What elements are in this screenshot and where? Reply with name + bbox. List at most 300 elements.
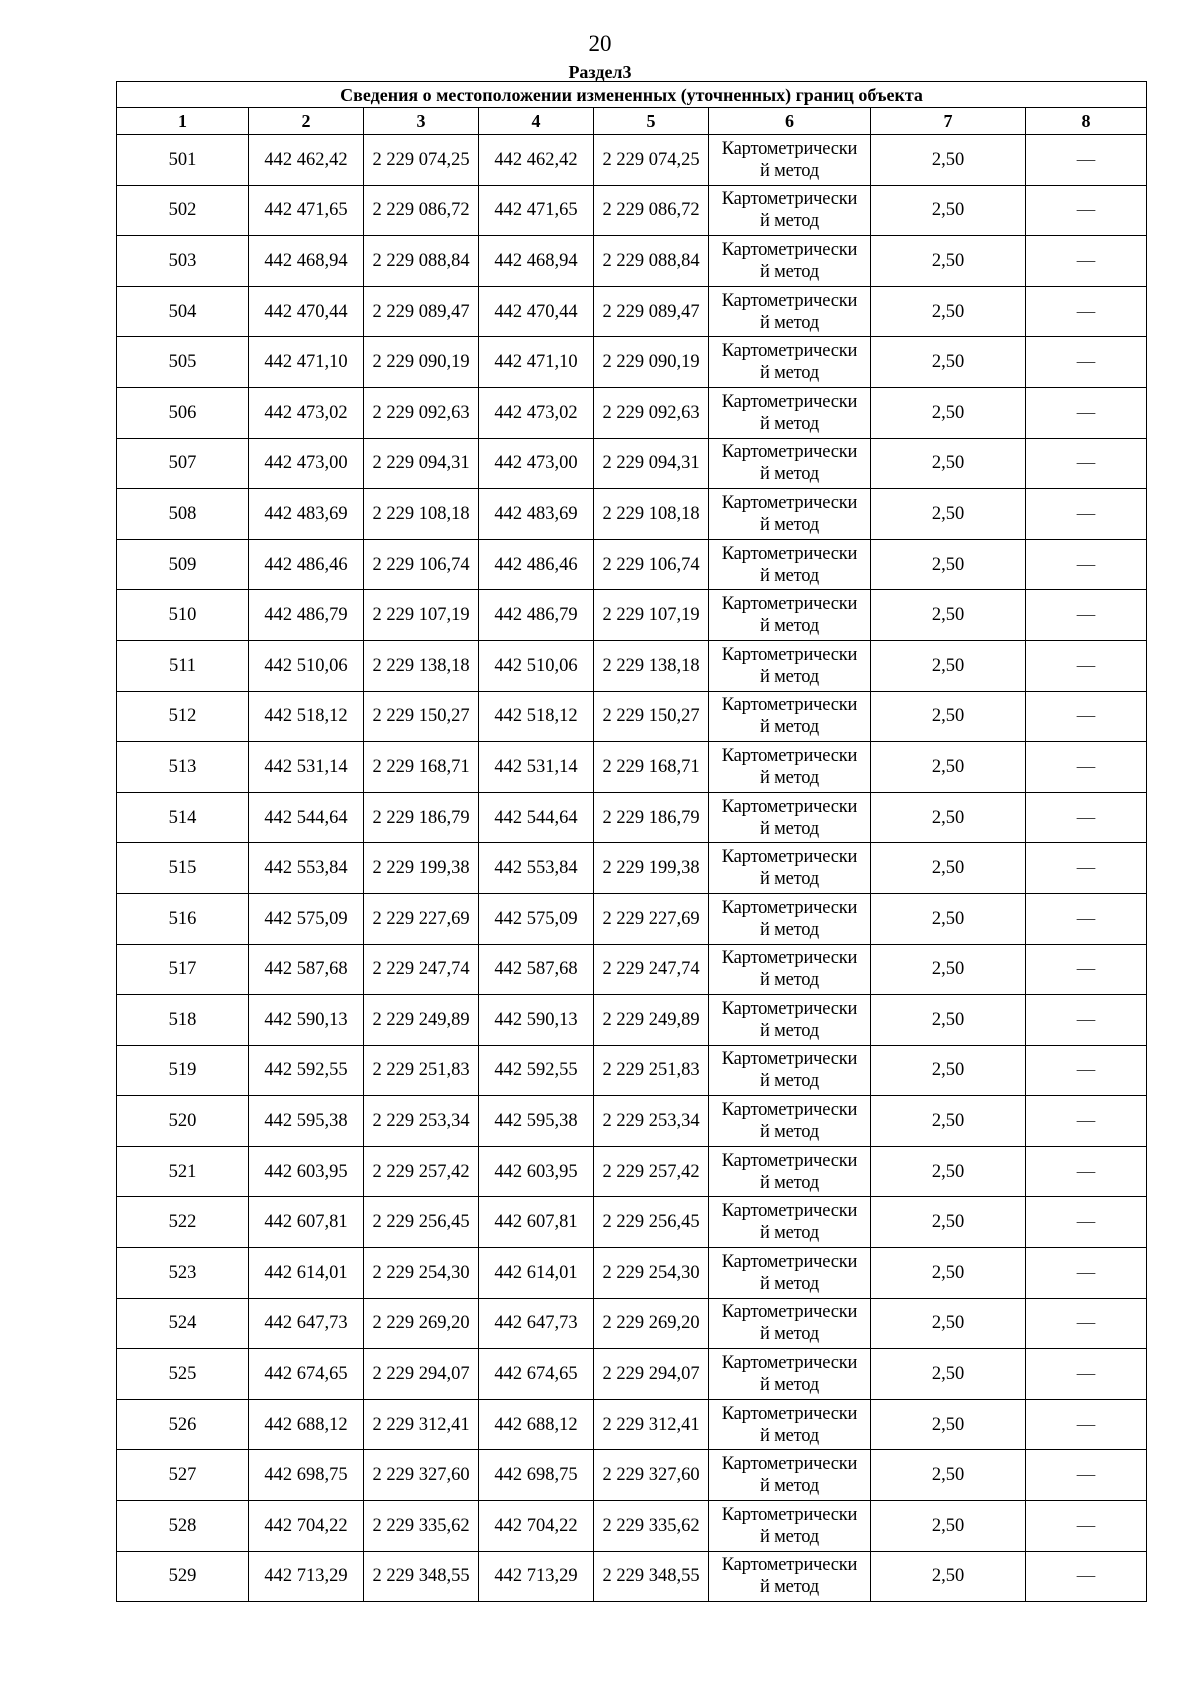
x-existing-cell: 442 614,01 [249, 1248, 364, 1299]
x-existing-cell: 442 486,79 [249, 590, 364, 641]
y-refined-cell: 2 229 150,27 [594, 691, 709, 742]
method-text: й метод [759, 616, 819, 637]
table-row [117, 135, 1147, 186]
y-refined-cell: 2 229 254,30 [594, 1248, 709, 1299]
x-existing-cell: 442 688,12 [249, 1399, 364, 1450]
accuracy-cell: 2,50 [871, 539, 1026, 590]
method-cell [709, 792, 871, 843]
x-existing-cell: 442 553,84 [249, 843, 364, 894]
method-text: Картометрически [721, 1454, 858, 1475]
column-number-4: 4 [479, 108, 594, 135]
method-cell [709, 1450, 871, 1501]
method-text: й метод [759, 1526, 819, 1547]
point-number-cell: 516 [117, 893, 249, 944]
method-text: й метод [759, 1425, 819, 1446]
point-number-cell: 524 [117, 1298, 249, 1349]
description-cell: — [1026, 438, 1147, 489]
y-refined-cell: 2 229 269,20 [594, 1298, 709, 1349]
method-text: й метод [759, 1375, 819, 1396]
method-text: й метод [759, 312, 819, 333]
method-text: Картометрически [721, 341, 858, 362]
column-number-8: 8 [1026, 108, 1147, 135]
y-refined-cell: 2 229 253,34 [594, 1096, 709, 1147]
accuracy-cell: 2,50 [871, 995, 1026, 1046]
table-row [117, 742, 1147, 793]
y-refined-cell: 2 229 348,55 [594, 1551, 709, 1602]
method-text: й метод [759, 413, 819, 434]
method-text: й метод [759, 1071, 819, 1092]
y-existing-cell: 2 229 257,42 [364, 1146, 479, 1197]
method-text: Картометрически [721, 492, 858, 513]
point-number-cell: 509 [117, 539, 249, 590]
x-existing-cell: 442 592,55 [249, 1045, 364, 1096]
column-number-7: 7 [871, 108, 1026, 135]
x-existing-cell: 442 510,06 [249, 640, 364, 691]
method-cell [709, 387, 871, 438]
x-existing-cell: 442 473,00 [249, 438, 364, 489]
description-cell: — [1026, 1045, 1147, 1096]
table-row [117, 1450, 1147, 1501]
description-cell: — [1026, 1146, 1147, 1197]
method-cell [709, 438, 871, 489]
x-refined-cell: 442 483,69 [479, 489, 594, 540]
method-text: й метод [759, 1172, 819, 1193]
method-text: й метод [759, 1020, 819, 1041]
method-text: й метод [759, 464, 819, 485]
x-refined-cell: 442 531,14 [479, 742, 594, 793]
point-number-cell: 501 [117, 135, 249, 186]
table-row [117, 337, 1147, 388]
x-existing-cell: 442 575,09 [249, 893, 364, 944]
method-cell [709, 1349, 871, 1400]
method-text: Картометрически [721, 239, 858, 260]
description-cell: — [1026, 1298, 1147, 1349]
point-number-cell: 517 [117, 944, 249, 995]
x-existing-cell: 442 647,73 [249, 1298, 364, 1349]
point-number-cell: 515 [117, 843, 249, 894]
accuracy-cell: 2,50 [871, 1501, 1026, 1552]
method-cell [709, 742, 871, 793]
point-number-cell: 511 [117, 640, 249, 691]
method-text: Картометрически [721, 1555, 858, 1576]
y-refined-cell: 2 229 074,25 [594, 135, 709, 186]
x-existing-cell: 442 468,94 [249, 236, 364, 287]
x-refined-cell: 442 713,29 [479, 1551, 594, 1602]
y-existing-cell: 2 229 335,62 [364, 1501, 479, 1552]
y-existing-cell: 2 229 106,74 [364, 539, 479, 590]
x-existing-cell: 442 471,10 [249, 337, 364, 388]
point-number-cell: 513 [117, 742, 249, 793]
table-row [117, 1298, 1147, 1349]
description-cell: — [1026, 843, 1147, 894]
point-number-cell: 508 [117, 489, 249, 540]
method-text: й метод [759, 767, 819, 788]
accuracy-cell: 2,50 [871, 691, 1026, 742]
y-refined-cell: 2 229 247,74 [594, 944, 709, 995]
x-refined-cell: 442 592,55 [479, 1045, 594, 1096]
x-refined-cell: 442 647,73 [479, 1298, 594, 1349]
point-number-cell: 520 [117, 1096, 249, 1147]
y-existing-cell: 2 229 254,30 [364, 1248, 479, 1299]
description-cell: — [1026, 387, 1147, 438]
method-cell [709, 1501, 871, 1552]
y-refined-cell: 2 229 092,63 [594, 387, 709, 438]
accuracy-cell: 2,50 [871, 1551, 1026, 1602]
y-refined-cell: 2 229 107,19 [594, 590, 709, 641]
x-existing-cell: 442 595,38 [249, 1096, 364, 1147]
method-cell [709, 1248, 871, 1299]
table-row [117, 185, 1147, 236]
x-existing-cell: 442 674,65 [249, 1349, 364, 1400]
method-text: й метод [759, 919, 819, 940]
method-cell [709, 843, 871, 894]
method-text: й метод [759, 818, 819, 839]
x-existing-cell: 442 587,68 [249, 944, 364, 995]
accuracy-cell: 2,50 [871, 1399, 1026, 1450]
table-row [117, 995, 1147, 1046]
method-cell [709, 1551, 871, 1602]
y-refined-cell: 2 229 138,18 [594, 640, 709, 691]
point-number-cell: 523 [117, 1248, 249, 1299]
x-existing-cell: 442 471,65 [249, 185, 364, 236]
y-refined-cell: 2 229 249,89 [594, 995, 709, 1046]
method-text: Картометрически [721, 1201, 858, 1222]
method-cell [709, 691, 871, 742]
description-cell: — [1026, 1450, 1147, 1501]
method-cell [709, 1298, 871, 1349]
point-number-cell: 504 [117, 286, 249, 337]
description-cell: — [1026, 1501, 1147, 1552]
accuracy-cell: 2,50 [871, 792, 1026, 843]
method-cell [709, 590, 871, 641]
y-refined-cell: 2 229 227,69 [594, 893, 709, 944]
x-refined-cell: 442 698,75 [479, 1450, 594, 1501]
table-row [117, 1045, 1147, 1096]
x-refined-cell: 442 595,38 [479, 1096, 594, 1147]
y-existing-cell: 2 229 249,89 [364, 995, 479, 1046]
x-refined-cell: 442 486,79 [479, 590, 594, 641]
table-row [117, 1096, 1147, 1147]
table-row [117, 236, 1147, 287]
accuracy-cell: 2,50 [871, 944, 1026, 995]
method-text: Картометрически [721, 1302, 858, 1323]
x-refined-cell: 442 473,00 [479, 438, 594, 489]
method-text: й метод [759, 565, 819, 586]
x-existing-cell: 442 607,81 [249, 1197, 364, 1248]
accuracy-cell: 2,50 [871, 1298, 1026, 1349]
point-number-cell: 505 [117, 337, 249, 388]
column-number-2: 2 [249, 108, 364, 135]
method-text: Картометрически [721, 948, 858, 969]
method-cell [709, 236, 871, 287]
y-existing-cell: 2 229 227,69 [364, 893, 479, 944]
x-refined-cell: 442 603,95 [479, 1146, 594, 1197]
point-number-cell: 510 [117, 590, 249, 641]
y-refined-cell: 2 229 086,72 [594, 185, 709, 236]
method-cell [709, 337, 871, 388]
x-refined-cell: 442 468,94 [479, 236, 594, 287]
method-text: й метод [759, 1324, 819, 1345]
x-existing-cell: 442 590,13 [249, 995, 364, 1046]
accuracy-cell: 2,50 [871, 236, 1026, 287]
method-text: Картометрически [721, 1403, 858, 1424]
point-number-cell: 514 [117, 792, 249, 843]
x-refined-cell: 442 486,46 [479, 539, 594, 590]
x-refined-cell: 442 473,02 [479, 387, 594, 438]
method-cell [709, 893, 871, 944]
x-refined-cell: 442 614,01 [479, 1248, 594, 1299]
x-refined-cell: 442 470,44 [479, 286, 594, 337]
method-text: Картометрически [721, 290, 858, 311]
x-existing-cell: 442 518,12 [249, 691, 364, 742]
table-row [117, 792, 1147, 843]
method-text: Картометрически [721, 1150, 858, 1171]
method-cell [709, 489, 871, 540]
point-number-cell: 503 [117, 236, 249, 287]
y-existing-cell: 2 229 107,19 [364, 590, 479, 641]
method-cell [709, 640, 871, 691]
method-text: Картометрически [721, 1100, 858, 1121]
description-cell: — [1026, 135, 1147, 186]
description-cell: — [1026, 185, 1147, 236]
method-text: й метод [759, 1476, 819, 1497]
y-existing-cell: 2 229 150,27 [364, 691, 479, 742]
accuracy-cell: 2,50 [871, 1450, 1026, 1501]
y-existing-cell: 2 229 088,84 [364, 236, 479, 287]
y-existing-cell: 2 229 199,38 [364, 843, 479, 894]
method-cell [709, 135, 871, 186]
method-text: Картометрически [721, 1504, 858, 1525]
description-cell: — [1026, 539, 1147, 590]
accuracy-cell: 2,50 [871, 135, 1026, 186]
description-cell: — [1026, 792, 1147, 843]
method-text: й метод [759, 666, 819, 687]
y-existing-cell: 2 229 269,20 [364, 1298, 479, 1349]
x-existing-cell: 442 603,95 [249, 1146, 364, 1197]
method-text: Картометрически [721, 1353, 858, 1374]
table-row [117, 590, 1147, 641]
method-text: й метод [759, 1577, 819, 1598]
description-cell: — [1026, 337, 1147, 388]
method-cell [709, 1096, 871, 1147]
y-existing-cell: 2 229 074,25 [364, 135, 479, 186]
table-row [117, 1197, 1147, 1248]
method-text: й метод [759, 261, 819, 282]
method-cell [709, 539, 871, 590]
y-refined-cell: 2 229 186,79 [594, 792, 709, 843]
table-title: Сведения о местоположении измененных (уточненных) границ объекта [117, 82, 1147, 108]
page-number: 20 [588, 31, 612, 56]
table-row [117, 438, 1147, 489]
method-text: Картометрически [721, 543, 858, 564]
x-refined-cell: 442 553,84 [479, 843, 594, 894]
y-refined-cell: 2 229 294,07 [594, 1349, 709, 1400]
y-refined-cell: 2 229 089,47 [594, 286, 709, 337]
column-number-5: 5 [594, 108, 709, 135]
point-number-cell: 502 [117, 185, 249, 236]
method-text: Картометрически [721, 391, 858, 412]
x-refined-cell: 442 510,06 [479, 640, 594, 691]
method-text: й метод [759, 1223, 819, 1244]
y-refined-cell: 2 229 094,31 [594, 438, 709, 489]
table-row [117, 286, 1147, 337]
method-text: Картометрически [721, 644, 858, 665]
description-cell: — [1026, 944, 1147, 995]
y-refined-cell: 2 229 335,62 [594, 1501, 709, 1552]
column-number-3: 3 [364, 108, 479, 135]
method-text: Картометрически [721, 442, 858, 463]
description-cell: — [1026, 691, 1147, 742]
method-text: Картометрически [721, 1251, 858, 1272]
point-number-cell: 526 [117, 1399, 249, 1450]
y-refined-cell: 2 229 312,41 [594, 1399, 709, 1450]
point-number-cell: 529 [117, 1551, 249, 1602]
method-text: Картометрически [721, 847, 858, 868]
y-existing-cell: 2 229 138,18 [364, 640, 479, 691]
method-text: й метод [759, 717, 819, 738]
accuracy-cell: 2,50 [871, 1248, 1026, 1299]
boundary-coordinates-table [116, 81, 1147, 1602]
description-cell: — [1026, 1551, 1147, 1602]
table-row [117, 1248, 1147, 1299]
x-refined-cell: 442 607,81 [479, 1197, 594, 1248]
accuracy-cell: 2,50 [871, 438, 1026, 489]
y-refined-cell: 2 229 327,60 [594, 1450, 709, 1501]
table-row [117, 893, 1147, 944]
x-refined-cell: 442 471,10 [479, 337, 594, 388]
x-existing-cell: 442 531,14 [249, 742, 364, 793]
x-refined-cell: 442 590,13 [479, 995, 594, 1046]
x-existing-cell: 442 486,46 [249, 539, 364, 590]
y-refined-cell: 2 229 257,42 [594, 1146, 709, 1197]
y-existing-cell: 2 229 327,60 [364, 1450, 479, 1501]
column-number-row [117, 108, 1147, 135]
accuracy-cell: 2,50 [871, 742, 1026, 793]
point-number-cell: 521 [117, 1146, 249, 1197]
method-text: Картометрически [721, 189, 858, 210]
y-existing-cell: 2 229 348,55 [364, 1551, 479, 1602]
table-row [117, 539, 1147, 590]
method-text: Картометрически [721, 594, 858, 615]
method-text: Картометрически [721, 998, 858, 1019]
x-refined-cell: 442 462,42 [479, 135, 594, 186]
column-number-6: 6 [709, 108, 871, 135]
y-refined-cell: 2 229 199,38 [594, 843, 709, 894]
x-refined-cell: 442 575,09 [479, 893, 594, 944]
method-text: й метод [759, 1122, 819, 1143]
method-text: й метод [759, 1273, 819, 1294]
accuracy-cell: 2,50 [871, 1096, 1026, 1147]
method-text: Картометрически [721, 695, 858, 716]
x-existing-cell: 442 470,44 [249, 286, 364, 337]
y-refined-cell: 2 229 088,84 [594, 236, 709, 287]
method-text: й метод [759, 211, 819, 232]
point-number-cell: 507 [117, 438, 249, 489]
x-existing-cell: 442 544,64 [249, 792, 364, 843]
accuracy-cell: 2,50 [871, 893, 1026, 944]
method-text: Картометрически [721, 1049, 858, 1070]
y-refined-cell: 2 229 106,74 [594, 539, 709, 590]
x-refined-cell: 442 587,68 [479, 944, 594, 995]
point-number-cell: 506 [117, 387, 249, 438]
accuracy-cell: 2,50 [871, 1146, 1026, 1197]
point-number-cell: 519 [117, 1045, 249, 1096]
y-refined-cell: 2 229 256,45 [594, 1197, 709, 1248]
section-label: Раздел3 [568, 62, 632, 82]
accuracy-cell: 2,50 [871, 1349, 1026, 1400]
x-existing-cell: 442 483,69 [249, 489, 364, 540]
accuracy-cell: 2,50 [871, 590, 1026, 641]
table-row [117, 489, 1147, 540]
accuracy-cell: 2,50 [871, 1197, 1026, 1248]
accuracy-cell: 2,50 [871, 1045, 1026, 1096]
y-refined-cell: 2 229 168,71 [594, 742, 709, 793]
description-cell: — [1026, 286, 1147, 337]
method-text: й метод [759, 160, 819, 181]
table-row [117, 640, 1147, 691]
point-number-cell: 528 [117, 1501, 249, 1552]
y-existing-cell: 2 229 092,63 [364, 387, 479, 438]
x-existing-cell: 442 462,42 [249, 135, 364, 186]
method-cell [709, 1045, 871, 1096]
method-text: Картометрически [721, 138, 858, 159]
x-refined-cell: 442 674,65 [479, 1349, 594, 1400]
method-text: Картометрически [721, 897, 858, 918]
table-row [117, 1349, 1147, 1400]
method-cell [709, 185, 871, 236]
table-row [117, 1146, 1147, 1197]
table-row [117, 387, 1147, 438]
table-row [117, 691, 1147, 742]
y-existing-cell: 2 229 094,31 [364, 438, 479, 489]
description-cell: — [1026, 1399, 1147, 1450]
accuracy-cell: 2,50 [871, 640, 1026, 691]
x-refined-cell: 442 544,64 [479, 792, 594, 843]
method-text: й метод [759, 970, 819, 991]
y-refined-cell: 2 229 251,83 [594, 1045, 709, 1096]
method-cell [709, 1399, 871, 1450]
y-existing-cell: 2 229 168,71 [364, 742, 479, 793]
description-cell: — [1026, 489, 1147, 540]
method-text: й метод [759, 363, 819, 384]
description-cell: — [1026, 1197, 1147, 1248]
y-existing-cell: 2 229 247,74 [364, 944, 479, 995]
y-existing-cell: 2 229 251,83 [364, 1045, 479, 1096]
description-cell: — [1026, 1096, 1147, 1147]
accuracy-cell: 2,50 [871, 286, 1026, 337]
y-existing-cell: 2 229 089,47 [364, 286, 479, 337]
description-cell: — [1026, 590, 1147, 641]
y-existing-cell: 2 229 086,72 [364, 185, 479, 236]
accuracy-cell: 2,50 [871, 387, 1026, 438]
y-existing-cell: 2 229 253,34 [364, 1096, 479, 1147]
y-refined-cell: 2 229 108,18 [594, 489, 709, 540]
y-existing-cell: 2 229 108,18 [364, 489, 479, 540]
method-text: й метод [759, 514, 819, 535]
table-row [117, 1399, 1147, 1450]
y-existing-cell: 2 229 312,41 [364, 1399, 479, 1450]
table-body [117, 135, 1147, 1602]
x-existing-cell: 442 698,75 [249, 1450, 364, 1501]
description-cell: — [1026, 1248, 1147, 1299]
x-refined-cell: 442 688,12 [479, 1399, 594, 1450]
table-row [117, 843, 1147, 894]
x-existing-cell: 442 713,29 [249, 1551, 364, 1602]
x-refined-cell: 442 471,65 [479, 185, 594, 236]
y-refined-cell: 2 229 090,19 [594, 337, 709, 388]
accuracy-cell: 2,50 [871, 489, 1026, 540]
column-number-1: 1 [117, 108, 249, 135]
